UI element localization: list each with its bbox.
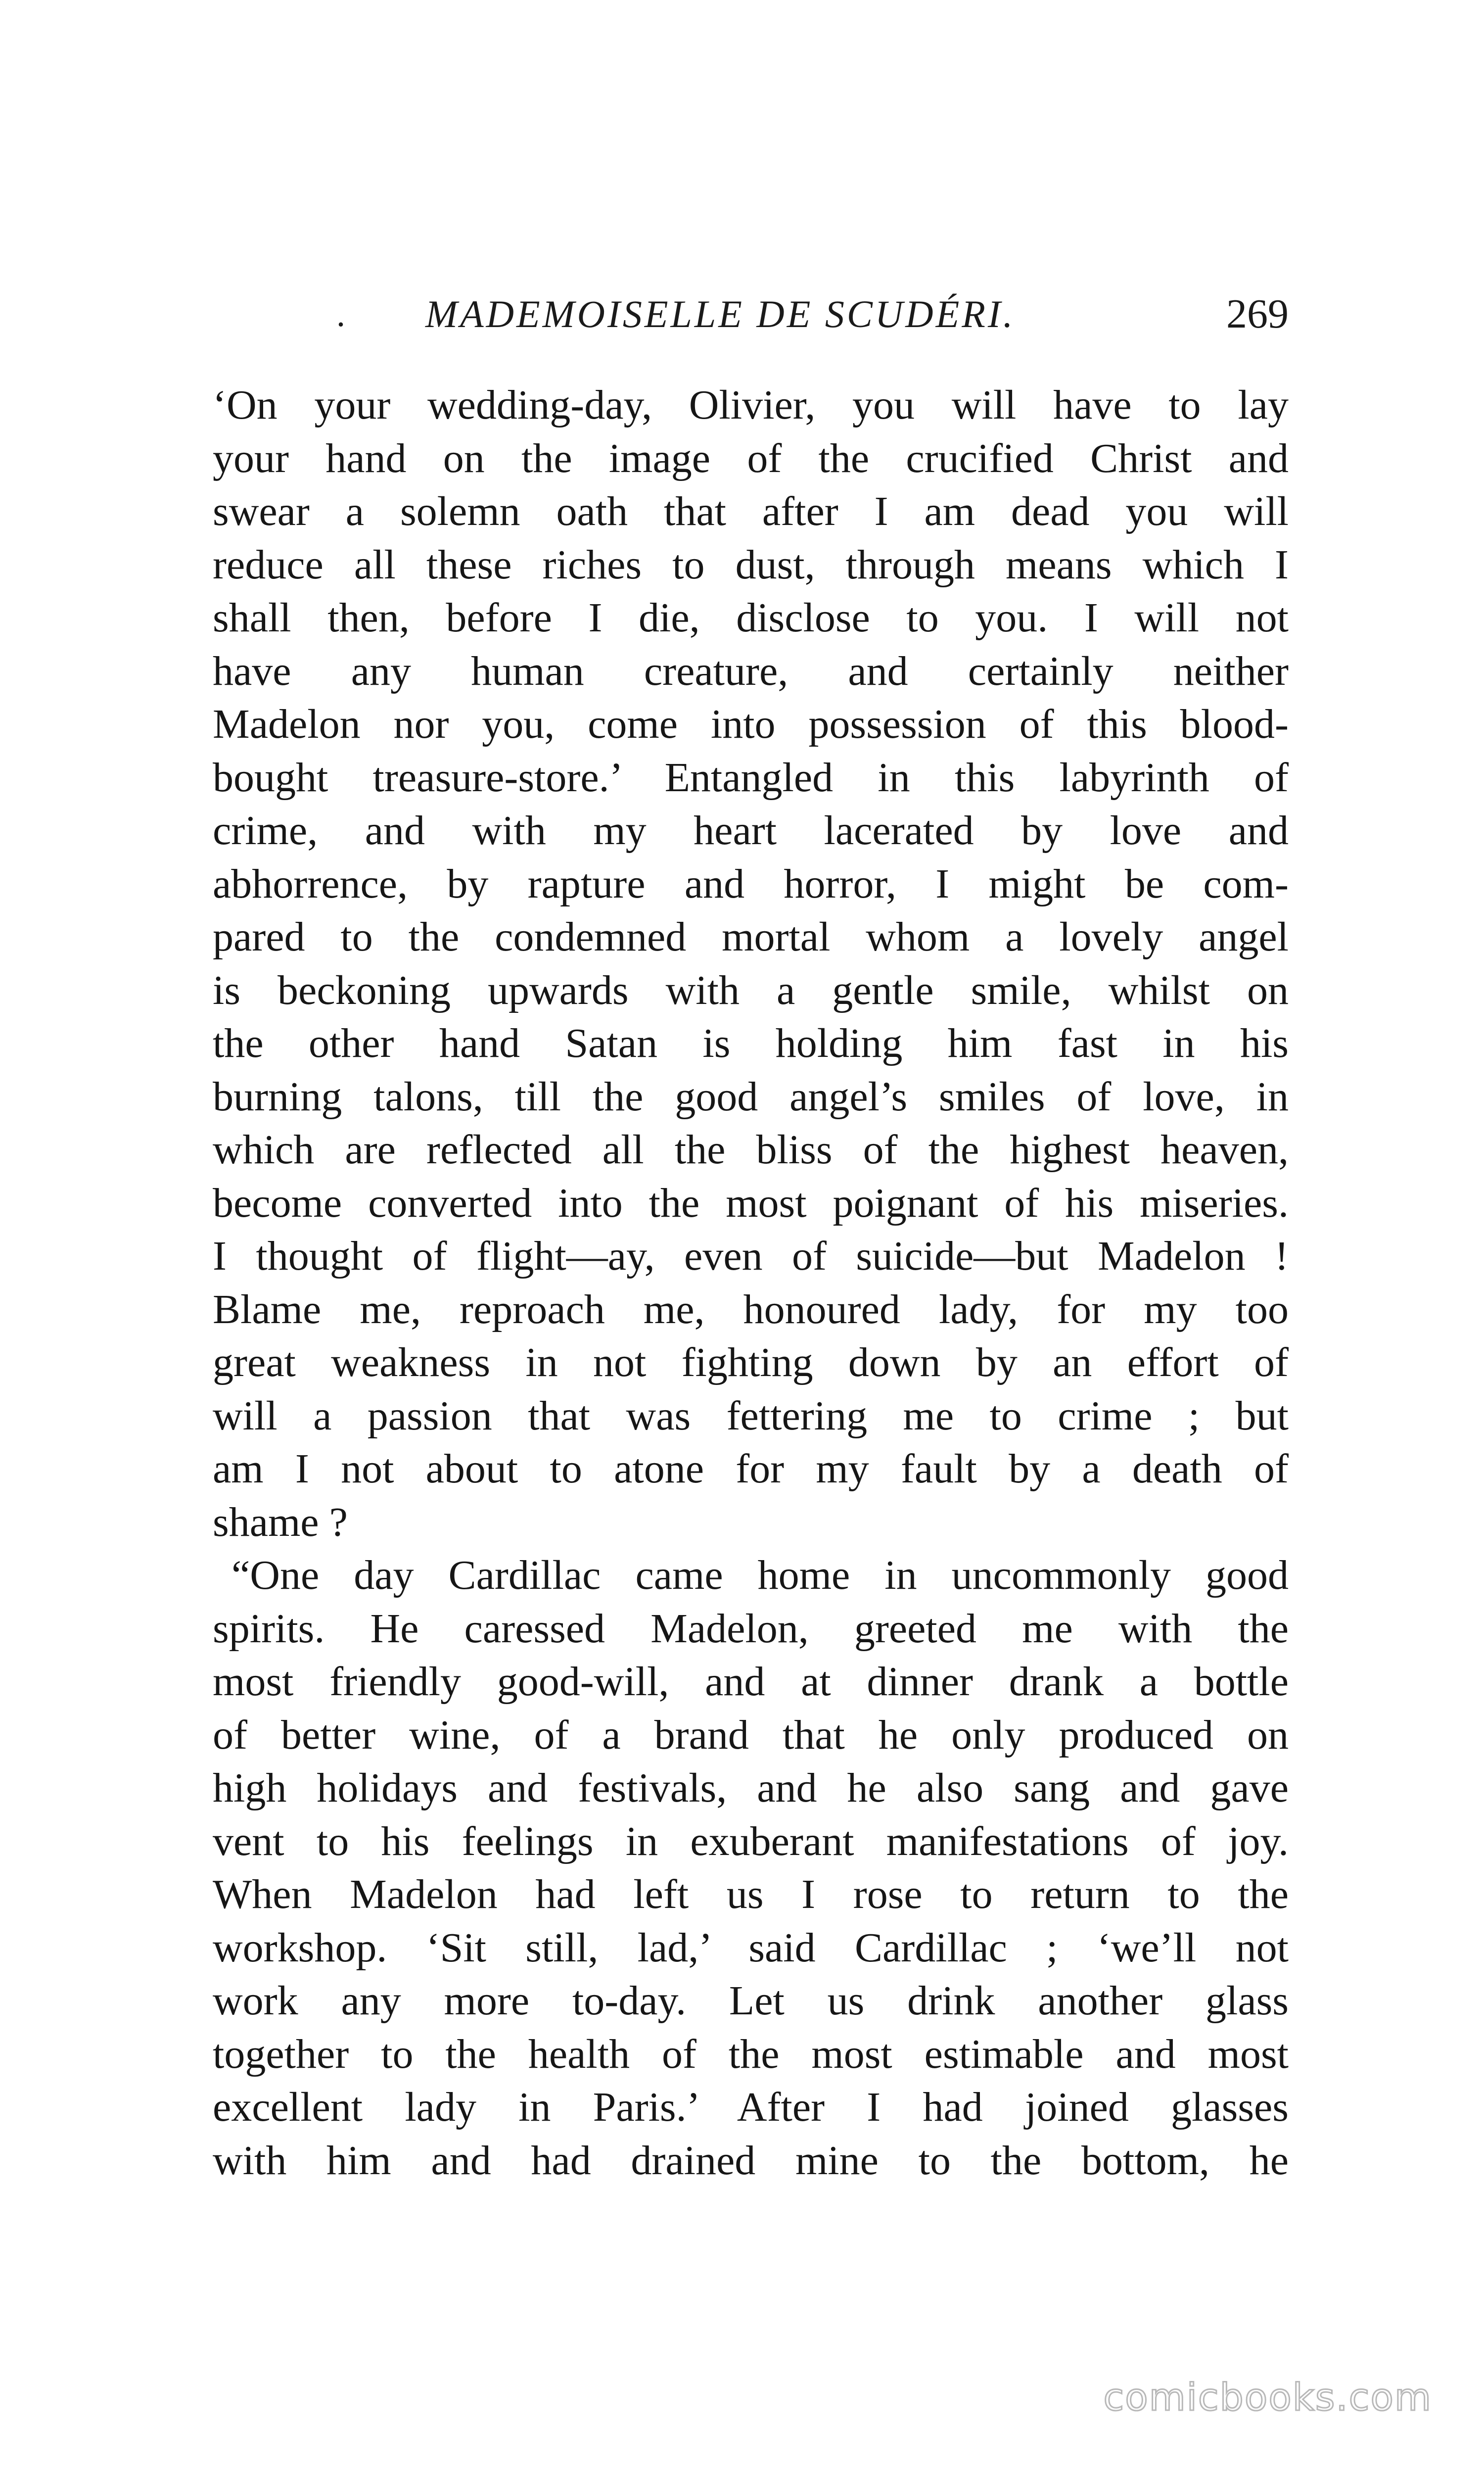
text-line: have any human creature, and certainly neither <box>213 648 1289 694</box>
text-line: work any more to-day. Let us drink another glass <box>213 1978 1289 2024</box>
text-line: abhorrence, by rapture and horror, I might be com- <box>213 860 1289 907</box>
text-line: great weakness in not fighting down by an effort of <box>213 1339 1289 1385</box>
body-text <box>213 379 1289 2187</box>
watermark: comicbooks.com <box>1103 2375 1432 2419</box>
text-line: is beckoning upwards with a gentle smile, whilst on <box>213 967 1289 1013</box>
text-line: Blame me, reproach me, honoured lady, for my too <box>213 1286 1289 1332</box>
text-line: “One day Cardillac came home in uncommonly good <box>232 1552 1289 1598</box>
text-line: become converted into the most poignant of his miseries. <box>213 1180 1289 1226</box>
page-number: 269 <box>1226 291 1289 337</box>
text-line: spirits. He caressed Madelon, greeted me with the <box>213 1605 1289 1652</box>
text-line: high holidays and festivals, and he also sang and gave <box>213 1765 1289 1811</box>
text-line: ‘On your wedding-day, Olivier, you will have to lay <box>213 382 1289 428</box>
text-line: swear a solemn oath that after I am dead you will <box>213 488 1289 534</box>
text-line: crime, and with my heart lacerated by love and <box>213 808 1289 854</box>
running-head-ornament: . <box>336 294 345 334</box>
text-line: will a passion that was fettering me to crime ; but <box>213 1392 1289 1439</box>
text-line: vent to his feelings in exuberant manifestations of joy. <box>213 1818 1289 1864</box>
text-line: am I not about to atone for my fault by a death of <box>213 1446 1289 1492</box>
text-line: Madelon nor you, come into possession of this blood- <box>213 701 1289 747</box>
text-line: most friendly good-will, and at dinner drank a bottle <box>213 1659 1289 1705</box>
running-head <box>336 285 1289 344</box>
text-line: shame ? <box>213 1499 348 1545</box>
running-head-title: MADEMOISELLE DE SCUDÉRI. <box>425 292 1016 335</box>
text-line: the other hand Satan is holding him fast in his <box>213 1020 1289 1066</box>
text-line: pared to the condemned mortal whom a lovely angel <box>213 914 1289 960</box>
text-line: together to the health of the most estimable and most <box>213 2031 1289 2077</box>
text-line: with him and had drained mine to the bottom, he <box>213 2137 1289 2184</box>
text-line: burning talons, till the good angel’s smiles of love, in <box>213 1073 1289 1120</box>
text-line: workshop. ‘Sit still, lad,’ said Cardillac ; ‘we’ll not <box>213 1924 1289 1971</box>
text-line: When Madelon had left us I rose to return to the <box>213 1871 1289 1917</box>
text-line: shall then, before I die, disclose to you. I will not <box>213 595 1289 641</box>
text-line: which are reflected all the bliss of the highest heaven, <box>213 1127 1289 1173</box>
text-line: bought treasure-store.’ Entangled in this labyrinth of <box>213 754 1289 801</box>
text-line: reduce all these riches to dust, through means which I <box>213 541 1289 588</box>
text-line: your hand on the image of the crucified Christ and <box>213 435 1289 481</box>
text-line: excellent lady in Paris.’ After I had joined glasses <box>213 2084 1289 2130</box>
text-line: of better wine, of a brand that he only produced on <box>213 1712 1289 1758</box>
text-line: I thought of flight—ay, even of suicide—but Madelon ! <box>213 1233 1289 1279</box>
